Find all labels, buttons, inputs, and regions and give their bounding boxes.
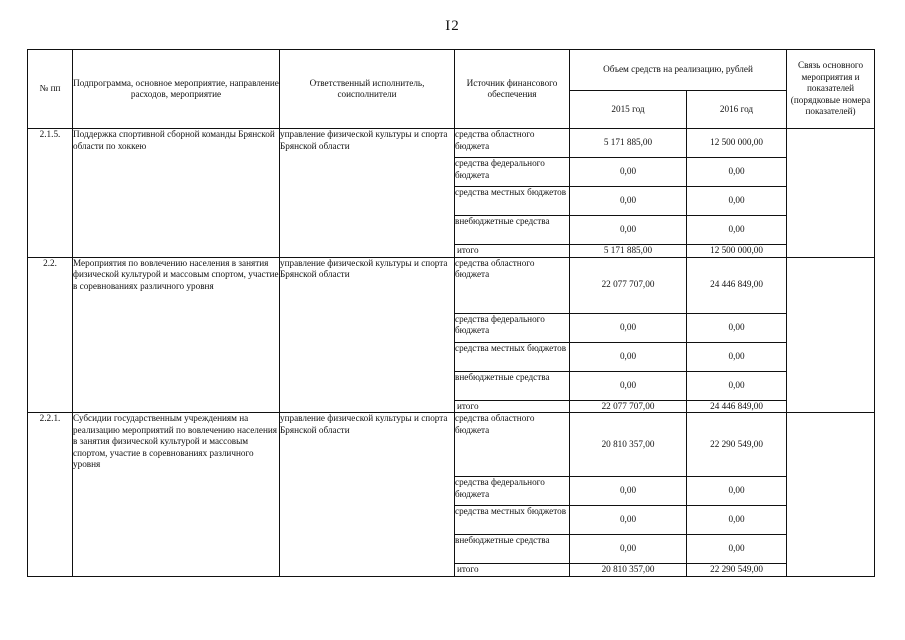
value-2015: 20 810 357,00 [570,413,687,477]
source-cell: итого [455,564,570,577]
header-source: Источник финансового обеспечения [455,50,570,129]
source-cell: итого [455,400,570,413]
value-2016: 0,00 [687,371,787,400]
link-cell [787,129,875,258]
header-2016: 2016 год [687,91,787,129]
source-cell: средства федерального бюджета [455,477,570,506]
value-2016: 0,00 [687,506,787,535]
section-executor: управление физической культуры и спорта Брянской области [280,257,455,413]
source-cell: внебюджетные средства [455,535,570,564]
link-cell [787,413,875,577]
value-2016: 0,00 [687,535,787,564]
source-cell: внебюджетные средства [455,371,570,400]
source-cell: средства федерального бюджета [455,158,570,187]
value-2016: 0,00 [687,187,787,216]
source-cell: средства местных бюджетов [455,506,570,535]
value-2015: 5 171 885,00 [570,245,687,258]
value-2015: 0,00 [570,342,687,371]
header-link: Связь основного мероприятия и показателей (порядковые номера показателей) [787,50,875,129]
value-2015: 20 810 357,00 [570,564,687,577]
value-2016: 0,00 [687,216,787,245]
value-2016: 0,00 [687,158,787,187]
value-2015: 0,00 [570,216,687,245]
table-row [28,129,875,158]
source-cell: средства областного бюджета [455,257,570,313]
value-2015: 22 077 707,00 [570,257,687,313]
source-cell: средства областного бюджета [455,129,570,158]
header-executor: Ответственный исполнитель, соисполнители [280,50,455,129]
table-row [28,413,875,477]
value-2015: 0,00 [570,535,687,564]
budget-table [27,49,875,577]
source-cell: средства местных бюджетов [455,187,570,216]
table-row [28,257,875,313]
value-2015: 0,00 [570,158,687,187]
section-executor: управление физической культуры и спорта Брянской области [280,129,455,258]
value-2016: 12 500 000,00 [687,129,787,158]
value-2015: 0,00 [570,506,687,535]
section-number: 2.2. [28,257,73,413]
value-2016: 0,00 [687,342,787,371]
section-title: Поддержка спортивной сборной команды Брянской области по хоккею [73,129,280,258]
page-number: I2 [445,18,460,34]
source-cell: средства федерального бюджета [455,313,570,342]
value-2016: 24 446 849,00 [687,257,787,313]
value-2016: 12 500 000,00 [687,245,787,258]
value-2016: 0,00 [687,477,787,506]
section-title: Субсидии государственным учреждениям на реализацию мероприятий по вовлечению населения в занятия физической культурой и массовым спортом, участие в соревнованиях различного уровня [73,413,280,577]
section-number: 2.2.1. [28,413,73,577]
header-num: № пп [28,50,73,129]
value-2015: 0,00 [570,371,687,400]
header-2015: 2015 год [570,91,687,129]
value-2016: 22 290 549,00 [687,413,787,477]
header-volume: Объем средств на реализацию, рублей [570,50,787,91]
value-2016: 22 290 549,00 [687,564,787,577]
value-2016: 0,00 [687,313,787,342]
section-executor: управление физической культуры и спорта Брянской области [280,413,455,577]
source-cell: внебюджетные средства [455,216,570,245]
value-2015: 22 077 707,00 [570,400,687,413]
header-program: Подпрограмма, основное мероприятие, направление расходов, мероприятие [73,50,280,129]
source-cell: средства местных бюджетов [455,342,570,371]
value-2015: 5 171 885,00 [570,129,687,158]
source-cell: итого [455,245,570,258]
value-2015: 0,00 [570,477,687,506]
value-2016: 24 446 849,00 [687,400,787,413]
value-2015: 0,00 [570,313,687,342]
source-cell: средства областного бюджета [455,413,570,477]
section-number: 2.1.5. [28,129,73,258]
value-2015: 0,00 [570,187,687,216]
section-title: Мероприятия по вовлечению населения в занятия физической культурой и массовым спортом, участие в соревнованиях различного уровня [73,257,280,413]
link-cell [787,257,875,413]
